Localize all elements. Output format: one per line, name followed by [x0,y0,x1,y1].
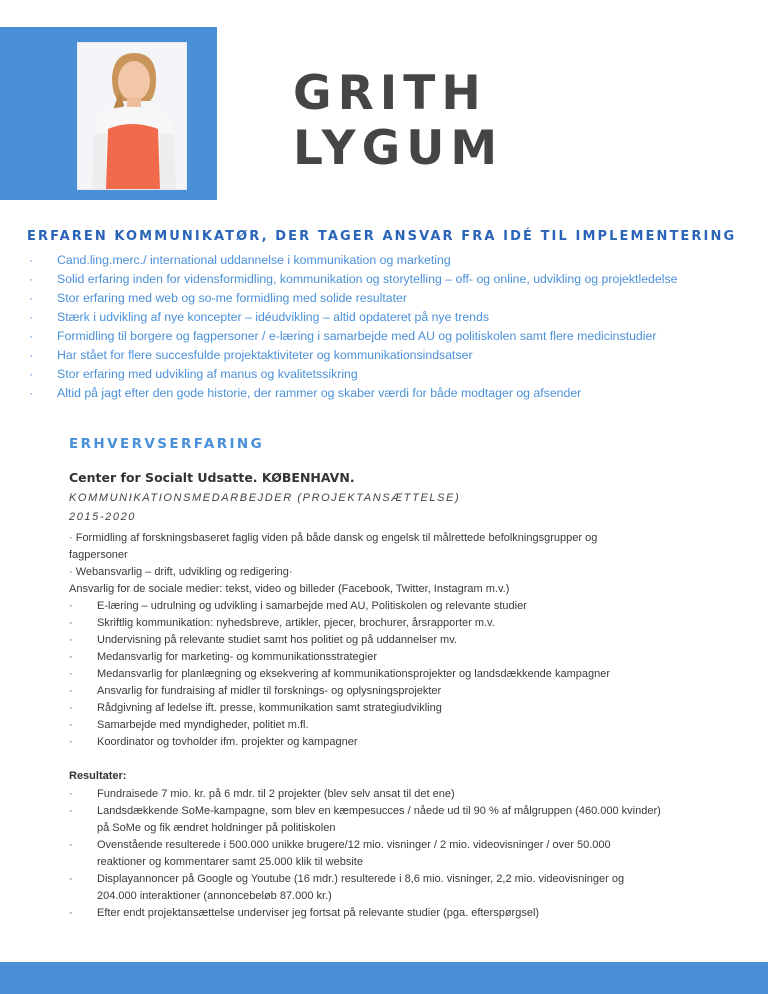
job-role: KOMMUNIKATIONSMEDARBEJDER (PROJEKTANSÆTTELSE) [69,492,461,504]
experience-description [69,530,739,751]
bullet-dot: · [69,685,73,697]
bullet-dot: · [69,702,73,714]
job-period: 2015-2020 [69,511,137,523]
summary-list [27,251,757,403]
summary-item: · Stærk i udvikling af nye koncepter – idéudvikling – altid opdateret på nye trends [27,308,757,327]
section-title-experience: ERHVERVSERFARING [69,436,265,452]
result-item: · Displayannoncer på Google og Youtube (16 mdr.) resulterede i 8,6 mio. visninger, 2,2 mio. videovisninger og 204.000 interaktioner (annoncebeløb 87.000 kr.) [69,873,625,902]
experience-bullet: · Samarbejde med myndigheder, politiet m.fl. [69,717,739,734]
bullet-dot: · [69,617,73,629]
experience-bullet: · Medansvarlig for marketing- og kommunikationsstrategier [69,649,739,666]
experience-line: · Formidling af forskningsbaseret faglig viden på både dansk og engelsk til målrettede befolkningsgrupper og [69,532,598,544]
bullet-dot: · [69,805,73,817]
summary-item: · Formidling til borgere og fagpersoner / e-læring i samarbejde med AU og politiskolen samt flere medicinstudier [27,327,757,346]
bullet-dot: · [69,600,73,612]
person-name [293,66,503,176]
results-list [69,786,739,922]
bullet-dot: · [29,329,34,343]
bullet-dot: · [29,386,34,400]
result-item: · Efter endt projektansættelse underviser jeg fortsat på relevante studier (pga. efterspørgsel) [69,905,739,922]
experience-line: · Webansvarlig – drift, udvikling og redigering· [69,566,293,578]
first-name: GRITH [293,66,487,121]
bullet-dot: · [29,272,34,286]
bullet-dot: · [29,291,34,305]
experience-line: fagpersoner [69,549,128,561]
last-name: LYGUM [293,121,504,176]
profile-headline: ERFAREN KOMMUNIKATØR, DER TAGER ANSVAR FRA IDÉ TIL IMPLEMENTERING [27,229,737,244]
experience-bullet: · Rådgivning af ledelse ift. presse, kommunikation samt strategiudvikling [69,700,739,717]
portrait-image [78,43,186,189]
result-item: · Landsdækkende SoMe-kampagne, som blev en kæmpesucces / nåede ud til 90 % af målgruppen (460.000 kvinder) på SoMe og fik ændret holdninger på politiskolen [69,805,661,834]
bullet-dot: · [69,719,73,731]
experience-line: Ansvarlig for de sociale medier: tekst, video og billeder (Facebook, Twitter, Instagram m.v.) [69,583,510,595]
summary-item: · Har stået for flere succesfulde projektaktiviteter og kommunikationsindsatser [27,346,757,365]
bullet-dot: · [29,253,34,267]
experience-bullet: · Medansvarlig for planlægning og eksekvering af kommunikationsprojekter og landsdækkende kampagner [69,666,739,683]
bullet-dot: · [69,907,73,919]
bullet-dot: · [69,839,73,851]
summary-item: · Stor erfaring med web og so-me formidling med solide resultater [27,289,757,308]
summary-item: · Altid på jagt efter den gode historie, der rammer og skaber værdi for både modtager og afsender [27,384,757,403]
result-item: · Ovenstående resulterede i 500.000 unikke brugere/12 mio. visninger / 2 mio. videovisninger / over 50.000 reaktioner og kommentarer samt 25.000 klik til website [69,839,611,868]
summary-item: · Cand.ling.merc./ international uddannelse i kommunikation og marketing [27,251,757,270]
footer-blue-bar [0,962,768,994]
bullet-dot: · [69,651,73,663]
experience-bullet: · E-læring – udrulning og udvikling i samarbejde med AU, Politiskolen og relevante studier [69,598,739,615]
company-name: Center for Socialt Udsatte. KØBENHAVN. [69,470,355,485]
bullet-dot: · [69,788,73,800]
summary-item: · Solid erfaring inden for vidensformidling, kommunikation og storytelling – off- og online, udvikling og projektledelse [27,270,757,289]
summary-item: · Stor erfaring med udvikling af manus og kvalitetssikring [27,365,757,384]
experience-bullet: · Undervisning på relevante studiet samt hos politiet og på uddannelser mv. [69,632,739,649]
bullet-dot: · [69,668,73,680]
bullet-dot: · [69,634,73,646]
experience-bullet: · Koordinator og tovholder ifm. projekter og kampagner [69,734,739,751]
results-title: Resultater: [69,770,127,782]
bullet-dot: · [69,873,73,885]
experience-bullet: · Skriftlig kommunikation: nyhedsbreve, artikler, pjecer, brochurer, årsrapporter m.v. [69,615,739,632]
result-item: · Fundraisede 7 mio. kr. på 6 mdr. til 2 projekter (blev selv ansat til det ene) [69,786,739,803]
experience-bullet: · Ansvarlig for fundraising af midler til forsknings- og oplysningsprojekter [69,683,739,700]
bullet-dot: · [29,348,34,362]
profile-photo [77,42,187,190]
bullet-dot: · [29,367,34,381]
bullet-dot: · [29,310,34,324]
bullet-dot: · [69,736,73,748]
